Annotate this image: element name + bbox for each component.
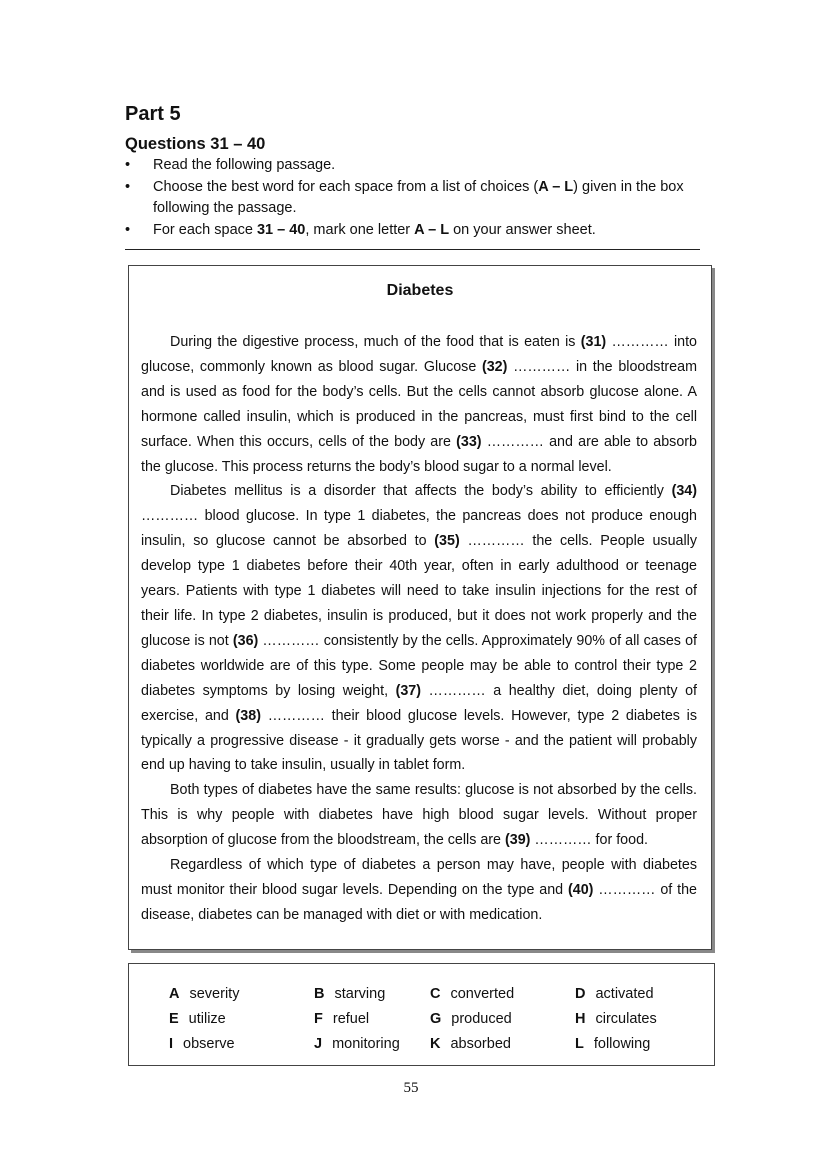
choice-item [314, 1011, 369, 1027]
choice-word: absorbed [450, 1036, 511, 1052]
word-choices-box [128, 963, 715, 1066]
choice-item [430, 1011, 512, 1027]
passage-paragraph [141, 330, 697, 479]
choice-letter: C [430, 986, 441, 1002]
bold-text-run: (34) [671, 483, 697, 500]
choice-word: converted [450, 986, 515, 1002]
bold-text-run: (38) [235, 707, 261, 724]
instruction-text [153, 157, 335, 173]
text-run: Regardless of which type of diabetes a person may have, people with diabetes must monitor their blood sugar levels. Depending on the type and [141, 857, 697, 898]
choice-word: severity [189, 986, 240, 1002]
choice-item [314, 1036, 400, 1052]
choice-letter: G [430, 1011, 442, 1027]
choice-item [575, 1036, 650, 1052]
choice-word: utilize [188, 1011, 226, 1027]
passage-paragraph [141, 479, 697, 778]
text-run: ) given in the box following the passage. [153, 178, 684, 216]
choice-item [430, 1036, 511, 1052]
bold-text-run: 31 – 40 [256, 221, 306, 238]
bold-text-run: (37) [395, 682, 422, 699]
text-run: For each space [153, 221, 257, 238]
choice-word: observe [183, 1036, 235, 1052]
choice-letter: H [575, 1011, 586, 1027]
choice-word: following [593, 1036, 651, 1052]
text-run: ………… blood glucose. In type 1 diabetes, the pancreas does not produce enough insulin, so glucose cannot be absorbed to [141, 508, 697, 550]
text-run: ………… their blood glucose levels. However, type 2 diabetes is typically a progressive disease - it gradually gets worse - and the patient will probably end up having to take insulin, usually in tablet form. [141, 707, 697, 774]
instruction-item [125, 177, 700, 220]
text-run: Both types of diabetes have the same results: glucose is not absorbed by the cells. This is why people with diabetes have high blood sugar levels. Without proper absorption of glucose from the bloodstream, the cells are [141, 782, 697, 849]
bold-text-run: (32) [481, 358, 508, 375]
part-title: Part 5 [125, 103, 181, 125]
bold-text-run: (36) [232, 632, 259, 649]
bullet-icon: • [125, 178, 131, 195]
choice-letter: F [314, 1011, 323, 1027]
text-run: Read the following passage. [153, 157, 336, 173]
text-run: During the digestive process, much of the food that is eaten is [170, 334, 581, 350]
text-run: ………… and are able to absorb the glucose. This process returns the body’s blood sugar to a normal level. [141, 433, 697, 475]
bold-text-run: A – L [538, 178, 574, 195]
choice-item [169, 1011, 226, 1027]
instruction-item [125, 155, 700, 177]
passage-title: Diabetes [386, 282, 454, 299]
bold-text-run: (35) [434, 533, 460, 550]
instruction-text [153, 179, 684, 217]
instructions-list [125, 155, 700, 241]
choice-item [575, 1011, 657, 1027]
bold-text-run: (39) [504, 832, 531, 849]
text-run: Diabetes mellitus is a disorder that affects the body’s ability to efficiently [170, 483, 672, 500]
choice-word: produced [451, 1011, 512, 1027]
choice-word: starving [334, 986, 386, 1002]
choice-word: activated [595, 986, 654, 1002]
choice-letter: I [169, 1036, 174, 1052]
choice-letter: K [430, 1036, 441, 1052]
passage-paragraph [141, 853, 697, 928]
choice-word: refuel [332, 1011, 370, 1027]
section-divider [125, 249, 700, 250]
choice-item [169, 986, 239, 1002]
choice-letter: E [169, 1011, 179, 1027]
text-run: , mark one letter [305, 221, 415, 238]
page-number: 55 [403, 1080, 419, 1096]
text-run: ………… in the bloodstream and is used as food for the body’s cells. But the cells cannot absorb glucose alone. A hormone called insulin, which is produced in the pancreas, must first bind to the cell surface. When this occurs, cells of the body are [141, 358, 697, 450]
text-run: ………… a healthy diet, doing plenty of exercise, and [141, 682, 698, 724]
bold-text-run: (33) [456, 433, 482, 450]
text-run: on your answer sheet. [449, 221, 596, 238]
choice-item [169, 1036, 235, 1052]
questions-title: Questions 31 – 40 [125, 135, 266, 153]
bold-text-run: A – L [414, 221, 450, 238]
bullet-icon: • [125, 157, 131, 173]
instruction-text [153, 222, 596, 238]
choice-item [430, 986, 514, 1002]
choice-word: monitoring [332, 1036, 400, 1052]
choice-letter: D [575, 986, 586, 1002]
passage-body [141, 330, 697, 928]
text-run: Choose the best word for each space from a list of choices ( [153, 178, 539, 195]
bold-text-run: (40) [568, 881, 594, 898]
text-run: ………… the cells. People usually develop type 1 diabetes before their 40th year, often in early adulthood or teenage years. Patients with type 1 diabetes will need to take insulin injections for the rest of their life. In type 2 diabetes, insulin is produced, but it does not work properly and the glucose is not [141, 533, 697, 649]
choice-letter: J [314, 1036, 323, 1052]
choice-word: circulates [595, 1011, 657, 1027]
text-run: ………… for food. [530, 832, 649, 849]
passage-paragraph [141, 778, 697, 853]
text-run: ………… into glucose, commonly known as blood sugar. Glucose [141, 334, 697, 375]
instruction-item [125, 220, 700, 242]
choice-item [575, 986, 654, 1002]
choice-letter: A [169, 986, 180, 1002]
bold-text-run: (31) [580, 334, 607, 350]
bullet-icon: • [125, 221, 131, 238]
choice-letter: B [314, 986, 325, 1002]
choice-letter: L [575, 1036, 584, 1052]
choice-item [314, 986, 385, 1002]
text-run: ………… of the disease, diabetes can be managed with diet or with medication. [141, 881, 697, 923]
passage-box [128, 265, 712, 950]
text-run: ………… consistently by the cells. Approximately 90% of all cases of diabetes worldwide are of this type. Some people may be able to control their type 2 diabetes symptoms by losing weight, [141, 632, 697, 699]
